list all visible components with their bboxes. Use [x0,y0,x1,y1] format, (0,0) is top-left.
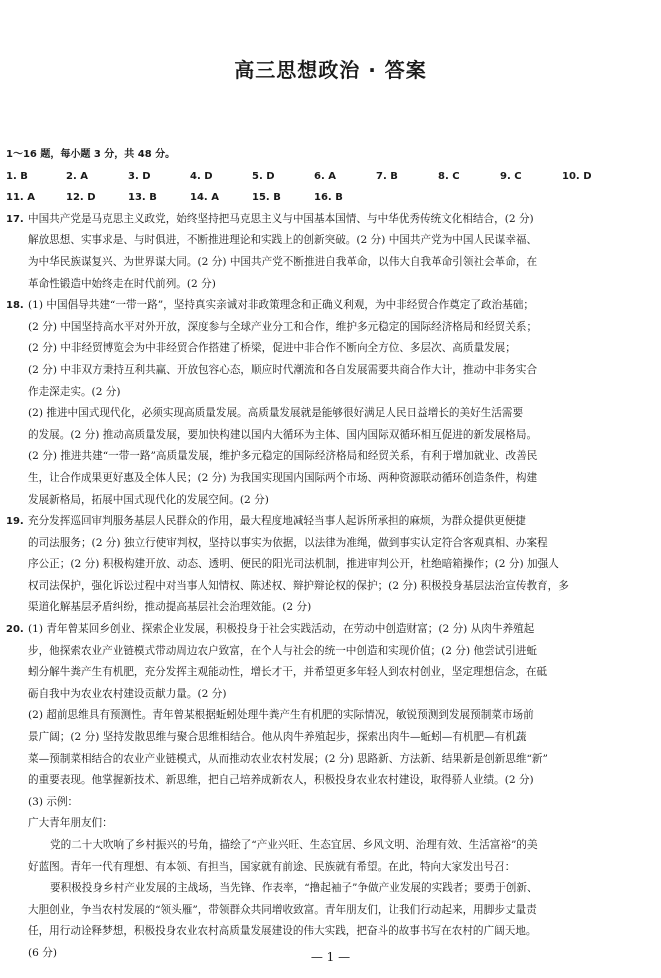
question-19 [6,511,652,619]
question-answer-text [28,295,652,511]
answer-item: 8. C [438,170,460,182]
text-line: 步，他探索农业产业链模式带动周边农户致富，在个人与社会的统一中创造和实现价值；(2 分) 他尝试引进蚯 [28,644,538,657]
answer-item: 7. B [376,170,398,182]
text-line: 作走深走实。(2 分) [28,385,121,398]
answer-item: 1. B [6,170,28,182]
answer-item: 6. A [314,170,336,182]
answer-item: 13. B [128,192,157,204]
text-line: (2 分) 中非双方秉持互利共赢、开放包容心态，顺应时代潮流和各自发展需要共商合作大计，推动中非务实合 [28,363,538,376]
text-line: 革命性锻造中始终走在时代前列。(2 分) [28,277,216,290]
part-label: (3) 示例： [28,795,79,808]
text-line: 为中华民族谋复兴、为世界谋大同。(2 分) 中国共产党不断推进自我革命，以伟大自我革命引领社会革命，在 [28,255,538,268]
text-line: 砺自我中为农业农村建设贡献力量。(2 分) [28,687,227,700]
question-answer-text [28,209,652,295]
text-line: 的司法服务；(2 分) 独立行使审判权，坚持以事实为依据，以法律为准绳，做到事实认定符合客观真相、办案程 [28,536,548,549]
text-line: 解放思想、实事求是、与时俱进，不断推进理论和实践上的创新突破。(2 分) 中国共产党为中国人民谋幸福、 [28,234,538,247]
answer-item: 9. C [500,170,522,182]
text-line: (1) 中国倡导共建“一带一路”，坚持真实亲诚对非政策理念和正确义利观，为中非经贸合作奠定了政治基础； [28,299,534,312]
answer-item: 15. B [252,192,281,204]
section-header: 1～16 题，每小题 3 分，共 48 分。 [6,149,176,160]
text-line: 充分发挥巡回审判服务基层人民群众的作用，最大程度地减轻当事人起诉所承担的麻烦，为群众提供更便捷 [28,515,526,528]
question-number: 18. [6,300,24,312]
answer-item: 12. D [66,192,96,204]
question-number: 17. [6,213,24,225]
answer-key-row-1 [6,166,652,188]
text-line: 序公正；(2 分) 积极构建开放、动态、透明、便民的阳光司法机制，推进审判公开，杜绝暗箱操作；(2 分) 加强人 [28,558,559,571]
answer-key-row-2 [6,187,652,209]
text-line: 蚓分解牛粪产生有机肥，充分发挥主观能动性，增长才干，并希望更多年轻人到农村创业，坚定理想信念，在砥 [28,666,548,679]
question-answer-text [28,619,652,965]
letter-salutation: 广大青年朋友们： [28,817,113,830]
question-18 [6,295,652,511]
question-20 [6,619,652,965]
answer-item: 16. B [314,192,343,204]
text-line: 任，用行动诠释梦想，积极投身农业农村高质量发展建设的伟大实践，把奋斗的故事书写在农村的广阔天地。 [28,925,537,938]
text-line: (2 分) 中国坚持高水平对外开放，深度参与全球产业分工和合作，维护多元稳定的国际经济格局和经贸关系； [28,320,538,333]
page-number: — 1 — [310,950,351,964]
text-line: 党的二十大吹响了乡村振兴的号角，描绘了“产业兴旺、生态宜居、乡风文明、治理有效、生活富裕”的美 [50,839,538,851]
answer-item: 10. D [562,170,592,182]
question-17 [6,209,652,295]
answer-item: 2. A [66,170,88,182]
text-line: 生，让合作成果更好惠及全体人民；(2 分) 为我国实现国内国际两个市场、两种资源联动循环创造条件，构建 [28,471,538,484]
answer-item: 4. D [190,170,213,182]
page-title: 高三思想政治 · 答案 [234,58,427,82]
text-line: 菜—预制菜相结合的农业产业链模式，从而推动农业农村发展；(2 分) 思路新、方法新、结果新是创新思维“新” [28,752,548,765]
text-line: 的重要表现。他掌握新技术、新思维，把自己培养成新农人，积极投身农业农村建设，取得骄人业绩。(2 分) [28,774,534,787]
text-line: (2 分) 中非经贸博览会为中非经贸合作搭建了桥梁，促进中非合作不断向全方位、多层次、高质量发展； [28,342,516,355]
text-line: 要积极投身乡村产业发展的主战场，当先锋、作表率，“撸起袖子”争做产业发展的实践者；要勇于创新、 [50,882,538,895]
answer-content [6,144,652,965]
text-line: 的发展。(2 分) 推动高质量发展，要加快构建以国内大循环为主体、国内国际双循环相互促进的新发展格局。 [28,428,538,441]
text-line: 发展新格局，拓展中国式现代化的发展空间。(2 分) [28,493,269,506]
text-line: (2) 推进中国式现代化，必须实现高质量发展。高质量发展就是能够很好满足人民日益增长的美好生活需要 [28,407,524,420]
text-line: (2) 超前思维具有预测性。青年曾某根据蚯蚓处理牛粪产生有机肥的实际情况，敏锐预测到发展预制菜市场前 [28,709,534,722]
text-line: 权司法保护，强化诉讼过程中对当事人知情权、陈述权、辩护辩论权的保护；(2 分) 积极投身基层法治宣传教育，多 [28,579,569,592]
question-number: 20. [6,624,24,636]
text-line: 大胆创业，争当农村发展的“领头雁”，带领群众共同增收致富。青年朋友们，让我们行动起来，用脚步丈量责 [28,903,537,916]
text-line: 渠道化解基层矛盾纠纷，推动提高基层社会治理效能。(2 分) [28,601,312,614]
text-line: 景广阔；(2 分) 坚持发散思维与聚合思维相结合。他从肉牛养殖起步，探索出肉牛—蚯蚓—有机肥—有机蔬 [28,731,527,744]
text-line: (1) 青年曾某回乡创业、探索企业发展，积极投身于社会实践活动，在劳动中创造财富；(2 分) 从肉牛养殖起 [28,623,535,636]
text-line: 中国共产党是马克思主义政党，始终坚持把马克思主义与中国基本国情、与中华优秀传统文化相结合，(2 分) [28,212,534,225]
score-label: (6 分) [28,946,57,959]
question-number: 19. [6,516,24,528]
answer-item: 5. D [252,170,275,182]
text-line: (2 分) 推进共建“一带一路”高质量发展，维护多元稳定的国际经济格局和经贸关系，有利于增加就业、改善民 [28,450,538,463]
question-answer-text [28,511,652,619]
answer-item: 14. A [190,192,219,204]
answer-item: 11. A [6,192,35,204]
answer-item: 3. D [128,170,151,182]
text-line: 好蓝图。青年一代有理想、有本领、有担当，国家就有前途、民族就有希望。在此，特向大家发出号召： [28,860,516,873]
